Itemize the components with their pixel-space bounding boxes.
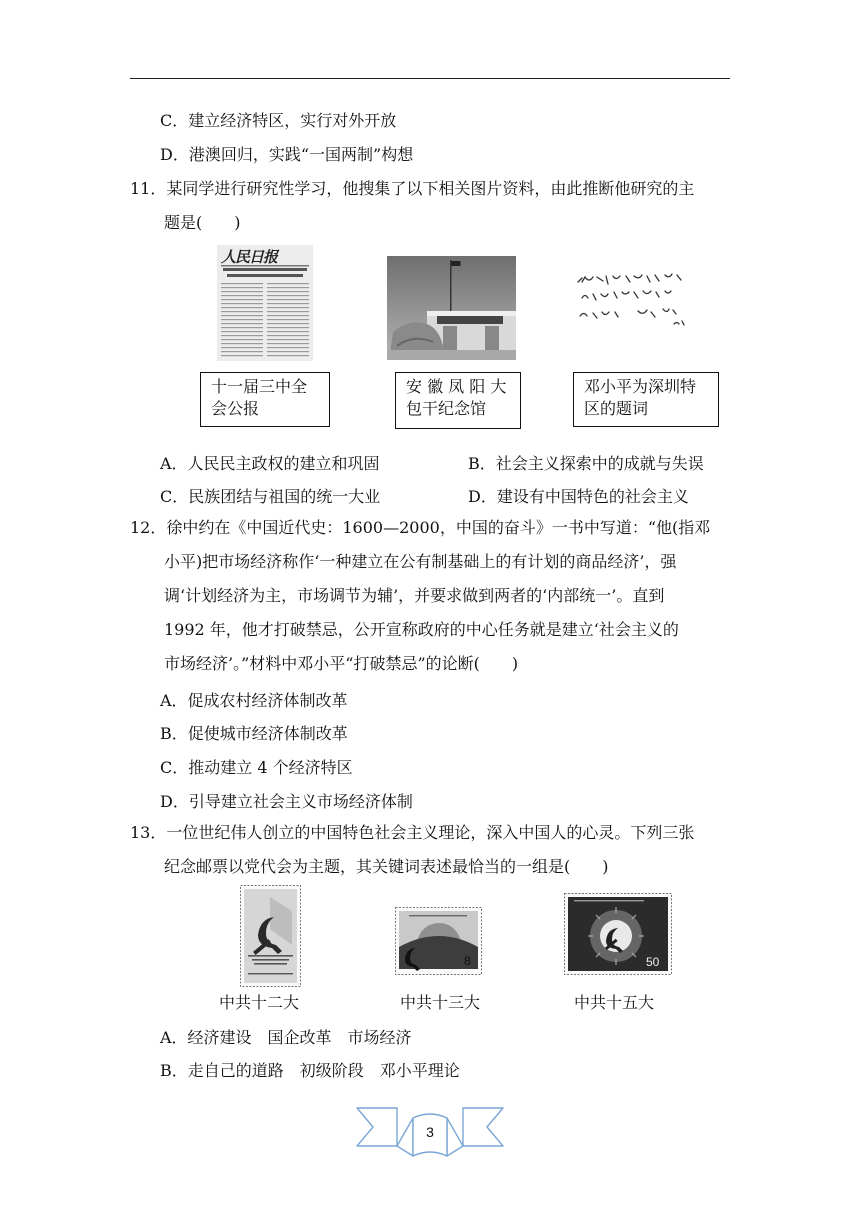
picture-caption-1	[200, 372, 330, 427]
question-13-text-1: 一位世纪伟人创立的中国特色社会主义理论，深入中国人的心灵。下列三张	[166, 823, 695, 842]
picture-caption-3-line1: 邓小平为深圳特	[584, 377, 697, 396]
question-11-option-b: B．社会主义探索中的成就与失误	[468, 454, 704, 473]
question-12-line4: 1992 年，他才打破禁忌，公开宣称政府的中心任务就是建立‘社会主义的	[164, 620, 679, 639]
stamp-13th-value: 8	[464, 954, 471, 968]
memorial-hall-photo	[387, 256, 516, 360]
question-13-number: 13．	[130, 823, 167, 842]
question-11-option-c: C．民族团结与祖国的统一大业	[160, 487, 381, 506]
option-d-prev: D．港澳回归，实践“一国两制”构想	[160, 145, 414, 164]
calligraphy-inscription	[574, 272, 700, 336]
stamp-caption-3: 中共十五大	[574, 993, 655, 1012]
stamp-caption-2: 中共十三大	[400, 993, 481, 1012]
question-13-option-a: A．经济建设 国企改革 市场经济	[160, 1028, 412, 1047]
header-rule	[130, 78, 730, 79]
option-c-prev: C．建立经济特区，实行对外开放	[160, 111, 397, 130]
picture-caption-1-line1: 十一届三中全	[211, 377, 308, 396]
question-12-line2: 小平)把市场经济称作‘一种建立在公有制基础上的有计划的商品经济’，强	[164, 552, 677, 571]
stamp-12th-congress	[240, 885, 301, 987]
question-12-text-1: 徐中约在《中国近代史：1600—2000，中国的奋斗》一书中写道：“他(指邓	[166, 518, 711, 537]
question-11-option-d: D．建设有中国特色的社会主义	[468, 487, 689, 506]
question-11-option-a: A．人民民主政权的建立和巩固	[160, 454, 380, 473]
stamp-15th-value: 50	[646, 955, 660, 969]
stamp-15th-congress	[564, 893, 672, 975]
question-13-line2: 纪念邮票以党代会为主题，其关键词表述最恰当的一组是( )	[164, 857, 609, 876]
question-12-option-a: A．促成农村经济体制改革	[160, 691, 348, 710]
question-13-line1	[130, 823, 694, 843]
question-11-line1	[130, 179, 694, 199]
picture-caption-3	[573, 372, 719, 427]
question-11-text-1: 某同学进行研究性学习，他搜集了以下相关图片资料，由此推断他研究的主	[166, 179, 695, 198]
question-12-option-b: B．促使城市经济体制改革	[160, 724, 348, 743]
stamp-13th-congress	[395, 907, 482, 975]
picture-caption-2	[395, 372, 521, 429]
question-12-option-c: C．推动建立 4 个经济特区	[160, 758, 353, 777]
question-11-line2: 题是( )	[164, 213, 241, 232]
question-12-line5: 市场经济’。”材料中邓小平“打破禁忌”的论断( )	[164, 654, 519, 673]
page-number: 3	[426, 1124, 434, 1140]
question-11-number: 11．	[130, 179, 167, 198]
newspaper-picture	[217, 245, 313, 361]
question-13-option-b: B．走自己的道路 初级阶段 邓小平理论	[160, 1061, 460, 1080]
stamp-caption-1: 中共十二大	[219, 993, 300, 1012]
picture-caption-2-line2: 包干纪念馆	[406, 399, 487, 418]
picture-caption-3-line2: 区的题词	[584, 399, 649, 418]
question-12-option-d: D．引导建立社会主义市场经济体制	[160, 792, 413, 811]
newspaper-masthead: 人民日报	[221, 248, 278, 266]
picture-caption-1-line2: 会公报	[211, 399, 260, 418]
question-12-number: 12．	[130, 518, 167, 537]
question-12-line1	[130, 518, 710, 538]
picture-caption-2-line1: 安 徽 凤 阳 大	[406, 377, 507, 396]
question-12-line3: 调‘计划经济为主，市场调节为辅’，并要求做到两者的‘内部统一’。直到	[164, 586, 665, 605]
